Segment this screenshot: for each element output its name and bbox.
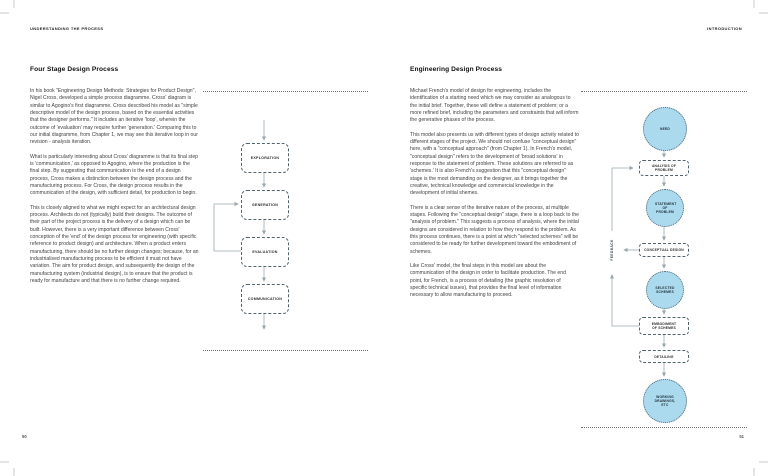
communication-label: COMMUNICATION [247, 297, 283, 301]
left-running-head: UNDERSTANDING THE PROCESS [30, 26, 104, 31]
left-paragraph: In his book "Engineering Design Methods: Strategies for Product Design", Nigel Cross, developed a simple process diagramme. Cross' diagram is similar to Agogino's first diagramme. Cross described his model as "simple descriptive model of the design process, based on the essential activities that the designer performs." It includes an iterative 'loop', wherein the outcome of 'evaluation' may require further 'generation.' Comparing this to our initial diagramme, from Chapter 1, we may see this iterative loop in our revision - analysis iteration. [30, 88, 198, 146]
right-paragraph: Like Cross' model, the final steps in this model are about the communication of the design in order to facilitate production. The end point, for French, is a process of detailing (the graphic resolution of specific technical issues), that provides the final level of information necessary to allow manufacturing to proceed. [410, 262, 566, 299]
working-drawings-node [643, 379, 687, 423]
right-page-title: Engineering Design Process [410, 66, 503, 73]
analysis-of-problem-label: ANALYSIS OF PROBLEM [651, 164, 677, 172]
right-running-head: INTRODUCTION [707, 26, 742, 31]
french-diagram-connectors [612, 149, 664, 376]
detailing-label: DETAILING [654, 354, 674, 359]
right-paragraph: This model also presents us with different types of design activity related to different stages of the project. We should not confuse "conceptual design" here, with a "conceptual approach" (from Chapter 1). In French's model, "conceptual design" refers to the development of 'broad solutions' in response to the statement of problem. These solutions are referred to as 'schemes.' It is also French's suggestion that this "conceptual design" stage is the most demanding on the designer, as it brings together the creative, technical knowledge and commercial knowledge in the development of initial shemes. [410, 131, 579, 197]
left-bottom-dotted-rule [203, 350, 368, 351]
embodiment-of-schemes-node [639, 317, 689, 335]
left-paragraph: This is closely aligned to what we might expect for an architectural design process. Architects do not (typically) build their designs. The outcome of their part of the project process is the delivery of a design which can be built. However, there is a very important difference between Cross' conception of the 'end' of the design process for engineering (with specific reference to product design) and architecture. When a product enters manufacturing, there should be no further design changes; because, for an industrialised manufacturing process to be efficient it must not have variation. The aim for product design, and subsequently the design of the manufacturing system (industrial design), is to ensure that the product is ready for manufacture and that there is no further change required. [30, 204, 199, 284]
feedback-label: FEEDBACK [610, 239, 614, 261]
generation-label: GENERATION [251, 203, 279, 207]
working-drawings-label: WORKING DRAWINGS, ETC [654, 395, 676, 407]
right-body-text [410, 88, 579, 307]
generation-node [241, 190, 289, 220]
evaluation-node [241, 237, 289, 267]
selected-schemes-label: SELECTED SCHEMES [655, 286, 675, 294]
left-page-title: Four Stage Design Process [30, 66, 119, 73]
left-body-text [30, 88, 199, 292]
right-page-number: 51 [739, 434, 744, 439]
left-top-dotted-rule [203, 91, 368, 92]
left-page-number: 50 [22, 434, 27, 439]
statement-of-problem-node [646, 189, 684, 227]
right-paragraph: Michael French's model of design for engineering, includes the identification of a starting need which we may consider as analogous to the initial brief. Together, these will define a statement of problem; or a more refined brief, including the parameters and constraints that will inform the generative phases of the process. [410, 88, 579, 124]
conceptual-design-node [639, 243, 689, 257]
need-label: NEED [660, 127, 670, 131]
cross-diagram-connectors [214, 120, 264, 329]
right-bottom-dotted-rule [581, 427, 747, 428]
conceptual-design-label: CONCEPTUAL DESIGN [644, 248, 684, 252]
right-top-dotted-rule [581, 91, 747, 92]
embodiment-of-schemes-label: EMBODIMENT OF SCHEMES [651, 322, 677, 330]
analysis-of-problem-node [639, 160, 689, 176]
exploration-label: EXPLORATION [250, 156, 280, 160]
communication-node [241, 284, 289, 314]
left-paragraph: What is particularly interesting about Cross' diagramme is that its final step is 'communication,' as opposed to Agogino, where the production is the final step. By suggesting that communication is the end of a design process, Cross makes a distinction between the design process and the manufacturing process. For Cross, the design process results in the communication of the design, with sufficient detail, for production to begin. [30, 153, 199, 197]
exploration-node [241, 143, 289, 173]
need-node [643, 107, 687, 151]
right-paragraph: There is a clear sense of the iterative nature of the process, at multiple stages. Following the "conceptual design" stage, there is a loop back to the "analysis of problem." This suggests a process of analysis, where the initial designs are considered in relation to how they respond to the problem. As this process continues, there is a point at which "selected schemes" will be considered to be ready for further development toward the embodiment of schemes. [410, 204, 579, 255]
statement-of-problem-label: STATEMENT OF PROBLEM [655, 202, 677, 214]
evaluation-label: EVALUATION [252, 250, 278, 254]
detailing-node [639, 350, 689, 363]
selected-schemes-node [646, 271, 684, 309]
